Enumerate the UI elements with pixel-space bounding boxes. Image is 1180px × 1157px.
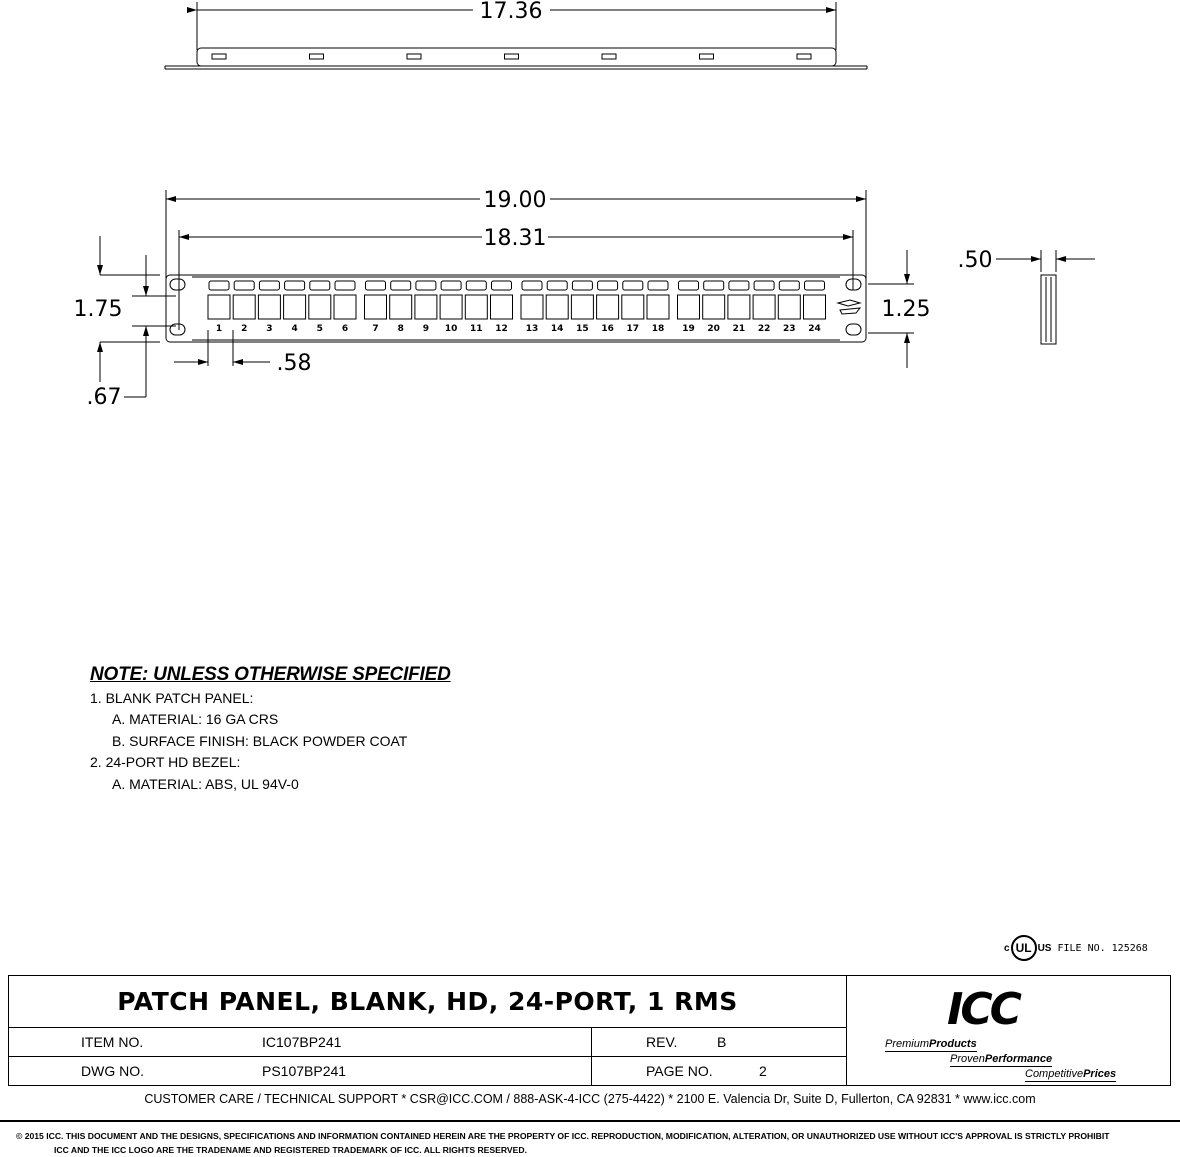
port-label: 13 (525, 324, 539, 334)
rev-value: B (717, 1034, 727, 1050)
label-window (285, 281, 305, 290)
customer-care-line: CUSTOMER CARE / TECHNICAL SUPPORT * CSR@ICC.COM / 888-ASK-4-ICC (275-4422) * 2100 E. Valencia Dr, Suite D, Fullerton, CA 92831 * www.icc.com (144, 1092, 1036, 1106)
dwg-row (9, 1057, 847, 1085)
label-window (366, 281, 386, 290)
tagline-premium-products: PremiumProducts (885, 1038, 977, 1050)
dimension-height: 1.75 (73, 297, 123, 322)
port-opening (465, 295, 487, 319)
dwg-value: PS107BP241 (262, 1063, 347, 1079)
dimension-overall-top: 17.36 (479, 0, 543, 24)
port-opening (365, 295, 387, 319)
item-value: IC107BP241 (262, 1034, 342, 1050)
port-opening (647, 295, 669, 319)
label-window (209, 281, 229, 290)
port-opening (233, 295, 255, 319)
label-window (234, 281, 254, 290)
label-window (547, 281, 567, 290)
note-line: A. MATERIAL: ABS, UL 94V-0 (112, 775, 299, 792)
port-opening (390, 295, 412, 319)
icc-logo-icon: ICC (947, 984, 1019, 1035)
mount-slot (797, 54, 811, 59)
port-label: 7 (372, 324, 379, 334)
port-label: 16 (601, 324, 614, 334)
ul-c-label: c (1004, 942, 1010, 954)
notes-section (90, 664, 451, 795)
notes-title: NOTE: UNLESS OTHERWISE SPECIFIED (90, 664, 451, 685)
ul-file-number: FILE NO. 125268 (1057, 942, 1148, 954)
port-label: 4 (291, 324, 298, 334)
port-opening (678, 295, 700, 319)
port-label: 23 (783, 324, 796, 334)
mount-slot (602, 54, 616, 59)
label-window (623, 281, 643, 290)
port-opening (258, 295, 280, 319)
port-label: 15 (576, 324, 589, 334)
note-line: 2. 24-PORT HD BEZEL: (90, 754, 241, 770)
label-window (805, 281, 825, 290)
label-window (572, 281, 592, 290)
copyright-notice (16, 1129, 1176, 1157)
port-label: 18 (651, 324, 665, 334)
port-label: 14 (550, 324, 564, 334)
ul-logo-icon: UL (1011, 935, 1037, 961)
port-label: 2 (241, 324, 248, 334)
top-view-slots (212, 54, 811, 59)
panel-logo-icon (838, 300, 860, 314)
note-line: B. SURFACE FINISH: BLACK POWDER COAT (112, 732, 408, 749)
label-window (391, 281, 411, 290)
port-opening (415, 295, 437, 319)
label-window (779, 281, 799, 290)
mount-slot (212, 54, 226, 59)
label-window (679, 281, 699, 290)
rev-label: REV. (646, 1034, 678, 1050)
dimension-hole-span: 18.31 (483, 226, 547, 251)
port-labels-group (216, 324, 821, 334)
port-label: 8 (397, 324, 404, 334)
port-opening (804, 295, 826, 319)
port-opening (440, 295, 462, 319)
port-opening (753, 295, 775, 319)
footer-divider (0, 1120, 1180, 1122)
port-opening (546, 295, 568, 319)
port-opening (622, 295, 644, 319)
port-label: 5 (316, 324, 323, 334)
port-opening (334, 295, 356, 319)
port-opening (284, 295, 306, 319)
label-window (310, 281, 330, 290)
front-view (100, 190, 914, 397)
port-label: 1 (215, 324, 223, 334)
page-label: PAGE NO. (646, 1063, 713, 1079)
item-row (9, 1028, 847, 1057)
tagline-proven-performance: ProvenPerformance (950, 1053, 1053, 1065)
side-view (996, 250, 1095, 344)
dimension-overall-width: 19.00 (483, 188, 547, 213)
label-window (704, 281, 724, 290)
port-label: 24 (808, 324, 821, 334)
label-window (335, 281, 355, 290)
port-label: 3 (266, 324, 273, 334)
label-window (729, 281, 749, 290)
label-window (754, 281, 774, 290)
port-opening (309, 295, 331, 319)
mount-slot (407, 54, 421, 59)
label-window (259, 281, 279, 290)
dimension-depth: .50 (957, 248, 993, 273)
tagline-competitive-prices: CompetitivePrices (1025, 1068, 1117, 1080)
port-label: 11 (470, 324, 483, 334)
label-window (598, 281, 618, 290)
label-window (466, 281, 486, 290)
port-opening (728, 295, 750, 319)
dimension-hole-offset: .67 (86, 385, 122, 410)
label-window (441, 281, 461, 290)
port-opening (778, 295, 800, 319)
port-opening (491, 295, 513, 319)
port-opening (703, 295, 725, 319)
mount-slot (310, 54, 324, 59)
dimension-height-inner: 1.25 (881, 297, 931, 322)
port-label: 21 (732, 324, 746, 334)
dimension-port-pitch: .58 (276, 351, 312, 376)
drawing-title: PATCH PANEL, BLANK, HD, 24-PORT, 1 RMS (9, 976, 847, 1028)
note-line: 1. BLANK PATCH PANEL: (90, 689, 254, 706)
page-value: 2 (759, 1063, 767, 1079)
item-label: ITEM NO. (81, 1034, 144, 1050)
copyright-line-1: © 2015 ICC. THIS DOCUMENT AND THE DESIGNS, SPECIFICATIONS AND INFORMATION CONTAINED HEREIN ARE THE PROPERTY OF ICC. REPRODUCTION, MODIFICATION, ALTERATION, OR UNAUTHORIZED USE WITHOUT ICC'S APPROVAL IS STRICTLY PROHIBIT (16, 1131, 1110, 1141)
title-block (8, 975, 1171, 1086)
port-openings (208, 281, 826, 319)
ul-certification-mark (1004, 934, 1148, 962)
label-window (492, 281, 512, 290)
dwg-label: DWG NO. (81, 1063, 144, 1079)
port-opening (597, 295, 619, 319)
port-opening (571, 295, 593, 319)
ul-us-label: US (1037, 942, 1052, 954)
label-window (648, 281, 668, 290)
mount-slot (505, 54, 519, 59)
label-window (416, 281, 436, 290)
port-label: 10 (444, 324, 458, 334)
port-opening (521, 295, 543, 319)
port-label: 19 (682, 324, 695, 334)
port-opening (208, 295, 230, 319)
copyright-line-2: ICC AND THE ICC LOGO ARE THE TRADENAME AND REGISTERED TRADEMARK OF ICC. ALL RIGHTS RESERVED. (54, 1145, 527, 1155)
port-label: 12 (495, 324, 508, 334)
port-label: 17 (626, 324, 640, 334)
mount-slot (700, 54, 714, 59)
company-logo (847, 976, 1170, 1085)
port-label: 6 (341, 324, 349, 334)
port-label: 9 (422, 324, 430, 334)
port-label: 20 (707, 324, 720, 334)
label-window (522, 281, 542, 290)
port-label: 22 (757, 324, 771, 334)
note-line: A. MATERIAL: 16 GA CRS (112, 711, 279, 727)
